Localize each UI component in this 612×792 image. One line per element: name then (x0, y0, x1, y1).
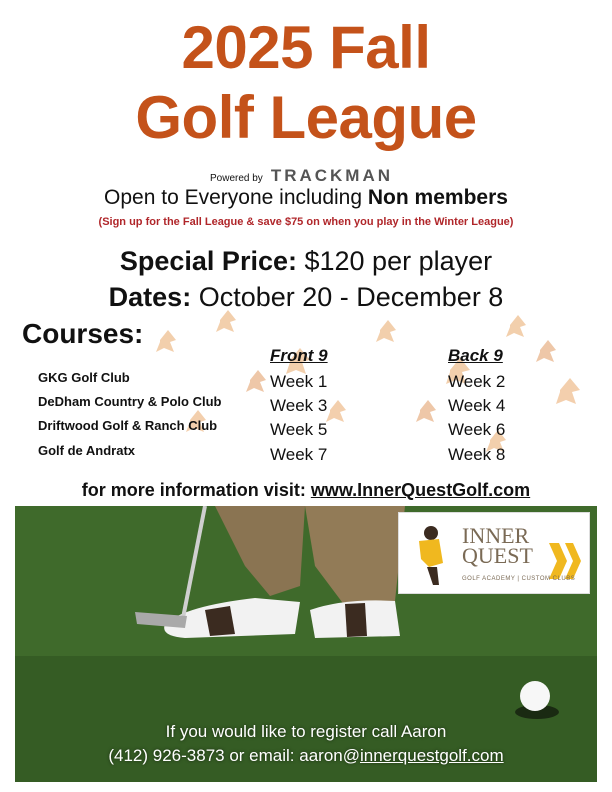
open-prefix: Open to Everyone including (104, 186, 368, 209)
course-name: Golf de Andratx (38, 443, 136, 458)
league-dates (0, 282, 612, 313)
powered-by (210, 166, 393, 186)
website-link[interactable]: www.InnerQuestGolf.com (310, 480, 531, 500)
dates-label: Dates: (108, 282, 192, 312)
more-info (0, 480, 612, 501)
back-week: Week 2 (448, 372, 506, 391)
title-line-1: 2025 Fall (181, 14, 431, 81)
trackman-logo: TRACKMAN (270, 166, 394, 185)
front-week: Week 1 (270, 372, 328, 391)
course-name: Driftwood Golf & Ranch Club (38, 418, 218, 433)
logo-tagline: GOLF ACADEMY | CUSTOM CLUBS (462, 576, 576, 582)
back-week: Week 8 (448, 445, 506, 464)
email-link[interactable]: innerquestgolf.com (359, 746, 504, 765)
autumn-leaves-decoration (130, 300, 612, 470)
open-bold: Non members (367, 186, 508, 209)
info-prefix: for more information visit: (81, 480, 311, 500)
title-line-2: Golf League (135, 84, 477, 151)
powered-by-label: Powered by (210, 173, 263, 184)
register-line-2 (15, 746, 597, 766)
back-week: Week 6 (448, 420, 506, 439)
courses-heading: Courses: (22, 318, 144, 349)
price-value: $120 per player (296, 246, 493, 276)
signup-note: (Sign up for the Fall League & save $75 on when you play in the Winter League) (98, 216, 514, 228)
special-price (0, 246, 612, 277)
back-week: Week 4 (448, 396, 506, 415)
front-9-header: Front 9 (270, 346, 328, 365)
logo-line-2: QUEST (462, 543, 533, 568)
back-9-header: Back 9 (448, 346, 503, 365)
register-prefix: (412) 926-3873 or email: aaron@ (108, 746, 360, 765)
open-to-everyone (0, 186, 612, 210)
course-name: GKG Golf Club (38, 370, 130, 385)
front-week: Week 3 (270, 396, 328, 415)
logo-wordmark (462, 523, 533, 568)
dates-value: October 20 - December 8 (191, 282, 504, 312)
price-label: Special Price: (119, 246, 297, 276)
course-name: DeDham Country & Polo Club (38, 394, 222, 409)
front-week: Week 5 (270, 420, 328, 439)
register-line-1: If you would like to register call Aaron (165, 722, 447, 741)
front-week: Week 7 (270, 445, 328, 464)
logo-line-1: INNER (462, 523, 530, 548)
